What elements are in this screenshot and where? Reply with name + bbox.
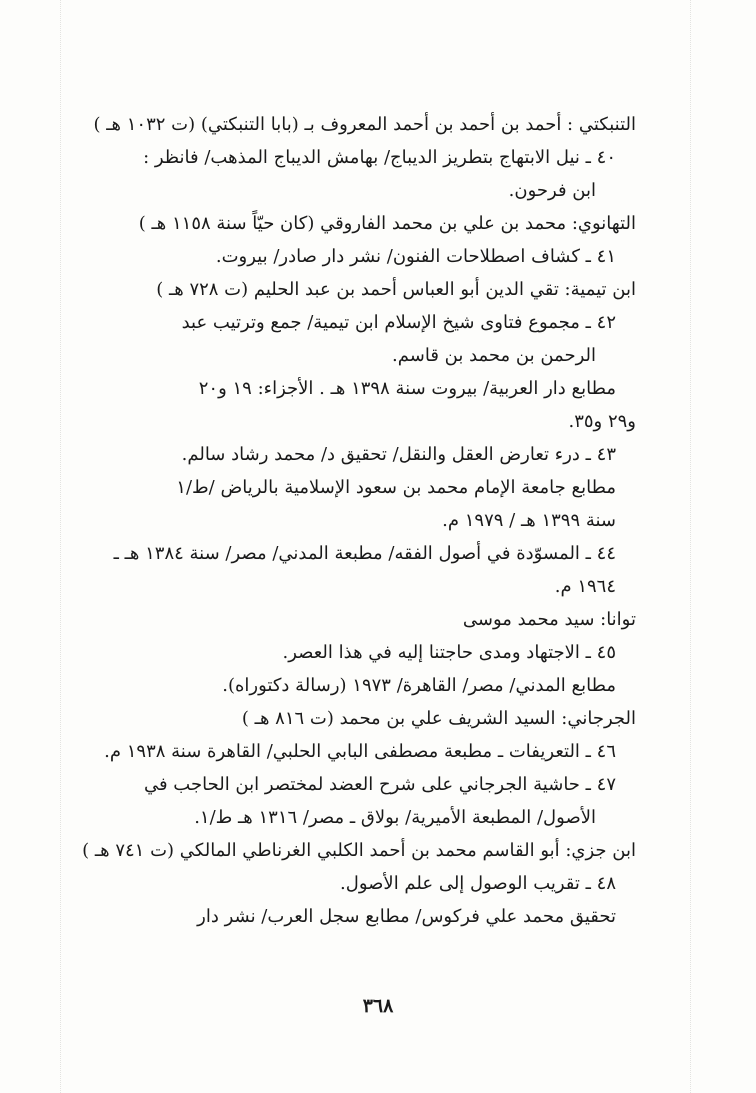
text-line: ٤٤ ـ المسوّدة في أصول الفقه/ مطبعة المدني/ مصر/ سنة ١٣٨٤ هـ ـ bbox=[113, 543, 616, 564]
text-line: ٤٠ ـ نيل الابتهاج بتطريز الديباج/ بهامش الديباج المذهب/ فانظر : bbox=[143, 147, 616, 168]
text-line: ابن جزي: أبو القاسم محمد بن أحمد الكلبي الغرناطي المالكي (ت ٧٤١ هـ ) bbox=[82, 840, 636, 861]
text-line: مطابع جامعة الإمام محمد بن سعود الإسلامية بالرياض /ط/١ bbox=[176, 477, 616, 498]
text-line: التهانوي: محمد بن علي بن محمد الفاروقي (كان حيّاً سنة ١١٥٨ هـ ) bbox=[138, 213, 636, 234]
page-number: ٣٦٨ bbox=[362, 995, 394, 1017]
text-line: الأصول/ المطبعة الأميرية/ بولاق ـ مصر/ ١٣١٦ هـ ط/١. bbox=[194, 807, 596, 828]
text-line: ٤٦ ـ التعريفات ـ مطبعة مصطفى البابي الحلبي/ القاهرة سنة ١٩٣٨ م. bbox=[104, 741, 616, 762]
bibliography-page bbox=[70, 108, 636, 933]
text-line: ابن فرحون. bbox=[508, 180, 596, 201]
text-line: ٤٧ ـ حاشية الجرجاني على شرح العضد لمختصر ابن الحاجب في bbox=[143, 774, 616, 795]
text-line: ٤٨ ـ تقريب الوصول إلى علم الأصول. bbox=[340, 873, 616, 894]
text-line: ٤١ ـ كشاف اصطلاحات الفنون/ نشر دار صادر/ بيروت. bbox=[215, 246, 616, 267]
page-gutter bbox=[690, 0, 692, 1093]
text-line: ١٩٦٤ م. bbox=[554, 576, 616, 597]
text-line: ٤٥ ـ الاجتهاد ومدى حاجتنا إليه في هذا العصر. bbox=[282, 642, 616, 663]
text-line: و٢٩ و٣٥. bbox=[568, 411, 636, 432]
text-line: التنبكتي : أحمد بن أحمد بن أحمد المعروف بـ (بابا التنبكتي) (ت ١٠٣٢ هـ ) bbox=[93, 114, 636, 135]
text-line: ٤٢ ـ مجموع فتاوى شيخ الإسلام ابن تيمية/ جمع وترتيب عبد bbox=[181, 312, 616, 333]
text-line: توانا: سيد محمد موسى bbox=[462, 609, 636, 630]
text-line: الرحمن بن محمد بن قاسم. bbox=[392, 345, 596, 366]
text-line: ٤٣ ـ درء تعارض العقل والنقل/ تحقيق د/ محمد رشاد سالم. bbox=[181, 444, 616, 465]
text-line: ابن تيمية: تقي الدين أبو العباس أحمد بن عبد الحليم (ت ٧٢٨ هـ ) bbox=[156, 279, 636, 300]
text-line: سنة ١٣٩٩ هـ / ١٩٧٩ م. bbox=[442, 510, 616, 531]
text-line: الجرجاني: السيد الشريف علي بن محمد (ت ٨١٦ هـ ) bbox=[241, 708, 636, 729]
text-line: مطابع دار العربية/ بيروت سنة ١٣٩٨ هـ . الأجزاء: ١٩ و٢٠ bbox=[198, 378, 616, 399]
page-gutter bbox=[60, 0, 62, 1093]
text-line: تحقيق محمد علي فركوس/ مطابع سجل العرب/ نشر دار bbox=[197, 906, 616, 927]
text-line: مطابع المدني/ مصر/ القاهرة/ ١٩٧٣ (رسالة دكتوراه). bbox=[222, 675, 616, 696]
